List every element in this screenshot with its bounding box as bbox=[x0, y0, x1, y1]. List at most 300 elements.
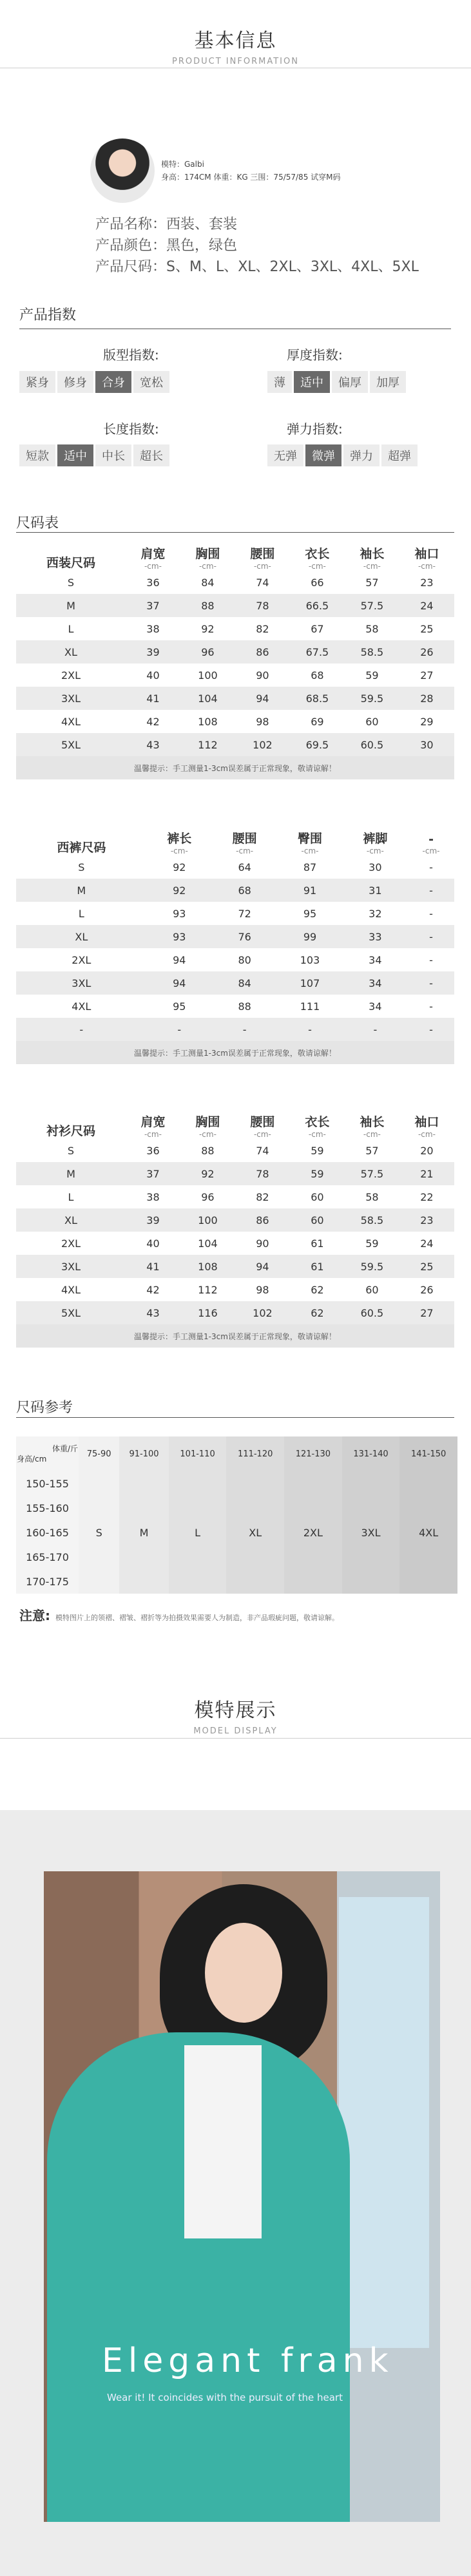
section-title-en: MODEL DISPLAY bbox=[193, 1726, 278, 1736]
table-cell: 57.5 bbox=[345, 594, 399, 617]
table-cell: 3XL bbox=[16, 971, 147, 995]
table-cell: 66.5 bbox=[290, 594, 345, 617]
table-cell: 69 bbox=[311, 715, 324, 728]
table-cell: 39 bbox=[126, 640, 180, 663]
table-cell: 26 bbox=[399, 640, 454, 663]
table-cell: - bbox=[429, 861, 433, 873]
unit-label: -cm- bbox=[301, 846, 319, 855]
table-cell: 96 bbox=[180, 640, 235, 663]
table-tip: 温馨提示：手工测量1-3cm误差属于正常现象，敬请谅解！ bbox=[16, 1041, 454, 1064]
ref-height: 170-175 bbox=[16, 1569, 79, 1594]
table-row bbox=[16, 640, 454, 663]
table-cell: 60.5 bbox=[345, 1301, 399, 1324]
table-cell: 59.5 bbox=[345, 687, 399, 710]
table-cell: 41 bbox=[126, 687, 180, 710]
index-option: 中长 bbox=[95, 444, 131, 466]
suit-size-table bbox=[16, 540, 454, 779]
table-header-cell: 胸围 -cm- bbox=[180, 540, 235, 571]
model-measurements: 身高：174CM 体重：KG 三围：75/57/85 试穿M码 bbox=[161, 173, 341, 182]
table-cell: 42 bbox=[146, 715, 160, 728]
table-cell: 82 bbox=[256, 1190, 269, 1203]
ref-size: XL bbox=[226, 1471, 284, 1594]
unit-label: -cm- bbox=[366, 846, 384, 855]
unit-label: -cm- bbox=[236, 846, 254, 855]
index-option: 加厚 bbox=[370, 371, 406, 393]
table-cell: 24 bbox=[420, 1237, 434, 1250]
table-cell: 36 bbox=[146, 1144, 160, 1157]
note-label: 注意: bbox=[19, 1608, 50, 1623]
table-row bbox=[16, 1018, 454, 1041]
ref-size: M bbox=[119, 1471, 168, 1594]
table-cell: 116 bbox=[180, 1301, 235, 1324]
table-cell: 60 bbox=[290, 1208, 345, 1232]
table-cell: 58.5 bbox=[345, 640, 399, 663]
table-cell: S bbox=[67, 1144, 75, 1157]
index-option: 薄 bbox=[267, 371, 292, 393]
index-option: 弹力 bbox=[343, 444, 380, 466]
unit-label: -cm- bbox=[253, 1130, 271, 1139]
table-cell: 100 bbox=[198, 669, 218, 682]
table-cell: S bbox=[78, 861, 85, 873]
ref-size: 4XL bbox=[399, 1471, 457, 1594]
table-row bbox=[16, 855, 454, 879]
table-cell: - bbox=[408, 925, 454, 948]
table-header-cell: 腰围 -cm- bbox=[235, 540, 290, 571]
table-header-cell: 袖口 -cm- bbox=[399, 540, 454, 571]
shirt-size-table bbox=[16, 1108, 454, 1348]
photo-window bbox=[339, 1897, 429, 2348]
table-row bbox=[16, 1232, 454, 1255]
table-cell: 30 bbox=[369, 861, 382, 873]
divider bbox=[16, 1417, 454, 1418]
ref-size: 3XL bbox=[342, 1471, 400, 1594]
table-cell: 39 bbox=[126, 1208, 180, 1232]
table-row bbox=[16, 971, 454, 995]
table-tip-row bbox=[16, 1041, 454, 1064]
table-cell: L bbox=[68, 1190, 74, 1203]
table-row bbox=[16, 925, 454, 948]
table-cell: - bbox=[212, 1018, 277, 1041]
table-tip-row bbox=[16, 1324, 454, 1348]
table-cell: 36 bbox=[146, 576, 160, 589]
table-cell: M bbox=[16, 879, 147, 902]
unit-label: -cm- bbox=[308, 562, 326, 571]
index-fit-options bbox=[19, 371, 171, 393]
table-cell: 29 bbox=[420, 715, 434, 728]
table-cell: 25 bbox=[399, 1255, 454, 1278]
model-avatar bbox=[90, 138, 155, 203]
table-cell: 61 bbox=[311, 1237, 324, 1250]
table-cell: 94 bbox=[173, 953, 186, 966]
divider bbox=[0, 1738, 471, 1739]
table-cell: 88 bbox=[238, 1000, 251, 1013]
table-cell: - bbox=[408, 1018, 454, 1041]
section-title-cn: 模特展示 bbox=[194, 1699, 277, 1722]
table-row bbox=[16, 1301, 454, 1324]
table-cell: 38 bbox=[146, 1190, 160, 1203]
table-header-cell: 袖长 -cm- bbox=[345, 540, 399, 571]
table-cell: - bbox=[147, 1018, 212, 1041]
model-name: 模特：Galbi bbox=[161, 160, 204, 169]
table-header-cell: 裤脚 -cm- bbox=[343, 825, 408, 855]
table-cell: 94 bbox=[235, 1255, 290, 1278]
table-row bbox=[16, 948, 454, 971]
section-title-en: PRODUCT INFORMATION bbox=[172, 57, 299, 66]
ref-header-row bbox=[16, 1436, 457, 1471]
table-cell: 37 bbox=[126, 594, 180, 617]
table-header-cell: 腰围 -cm- bbox=[235, 1108, 290, 1139]
table-cell: 68 bbox=[311, 669, 324, 682]
product-color: 产品颜色：黑色，绿色 bbox=[95, 238, 238, 254]
table-header-row bbox=[16, 1108, 454, 1139]
size-ref-title: 尺码参考 bbox=[16, 1400, 73, 1416]
table-row bbox=[16, 594, 454, 617]
table-header-cell: 衬衫尺码 bbox=[46, 1124, 95, 1138]
ref-size: S bbox=[79, 1471, 119, 1594]
ref-weight: 121-130 bbox=[284, 1436, 342, 1471]
table-cell: 103 bbox=[300, 953, 320, 966]
table-cell: XL bbox=[16, 640, 126, 663]
table-cell: 72 bbox=[238, 907, 251, 920]
photo-shirt bbox=[184, 2045, 262, 2238]
table-header-row bbox=[16, 540, 454, 571]
table-cell: L bbox=[78, 907, 84, 920]
table-cell: 30 bbox=[399, 733, 454, 756]
index-length-title: 长度指数: bbox=[103, 421, 159, 437]
table-header-cell: 衣长 -cm- bbox=[290, 1108, 345, 1139]
index-option: 超弹 bbox=[381, 444, 418, 466]
table-cell: - bbox=[429, 1000, 433, 1013]
table-cell: 20 bbox=[420, 1144, 434, 1157]
ref-height: 165-170 bbox=[16, 1545, 79, 1569]
table-cell: 3XL bbox=[16, 687, 126, 710]
index-option-selected: 适中 bbox=[294, 371, 330, 393]
table-cell: 67 bbox=[311, 622, 324, 635]
photo-headline: Elegant frank bbox=[102, 2342, 394, 2380]
table-cell: 60 bbox=[311, 1190, 324, 1203]
table-cell: M bbox=[16, 594, 126, 617]
model-photo-frame bbox=[0, 1810, 471, 2576]
table-cell: 62 bbox=[311, 1283, 324, 1296]
table-cell: 87 bbox=[303, 861, 317, 873]
table-cell: 108 bbox=[198, 715, 218, 728]
index-option: 短款 bbox=[19, 444, 55, 466]
size-reference-table bbox=[16, 1436, 457, 1594]
index-stretch-title: 弹力指数: bbox=[287, 421, 343, 437]
table-row bbox=[16, 1278, 454, 1301]
table-cell: 2XL bbox=[72, 953, 91, 966]
table-header-cell: 西装尺码 bbox=[46, 556, 95, 570]
table-cell: 43 bbox=[126, 1301, 180, 1324]
table-cell: 112 bbox=[180, 733, 235, 756]
table-cell: 104 bbox=[198, 1237, 218, 1250]
table-cell: 112 bbox=[198, 1283, 218, 1296]
table-cell: 86 bbox=[235, 1208, 290, 1232]
index-length-options bbox=[19, 444, 171, 466]
table-cell: 57 bbox=[365, 1144, 379, 1157]
table-header-cell: 肩宽 -cm- bbox=[126, 1108, 180, 1139]
table-row bbox=[16, 902, 454, 925]
table-header-cell: 西裤尺码 bbox=[57, 841, 106, 855]
table-cell: 27 bbox=[399, 1301, 454, 1324]
index-option: 无弹 bbox=[267, 444, 303, 466]
table-cell: - bbox=[429, 907, 433, 920]
table-cell: 88 bbox=[201, 1144, 215, 1157]
table-cell: 60 bbox=[365, 1283, 379, 1296]
note-text: 模特图片上的领褶、褶皱、褶折等为拍摄效果需要人为制造，非产品瑕疵问题，敬请谅解。 bbox=[55, 1614, 339, 1622]
table-cell: 38 bbox=[146, 622, 160, 635]
table-cell: 27 bbox=[420, 669, 434, 682]
index-thickness-title: 厚度指数: bbox=[287, 347, 343, 363]
table-cell: 99 bbox=[277, 925, 342, 948]
ref-weight: 131-140 bbox=[342, 1436, 400, 1471]
table-cell: 68.5 bbox=[290, 687, 345, 710]
model-info bbox=[90, 138, 341, 203]
product-size: 产品尺码：S、M、L、XL、2XL、3XL、4XL、5XL bbox=[95, 259, 419, 275]
table-cell: 2XL bbox=[61, 1237, 81, 1250]
table-cell: 90 bbox=[256, 1237, 269, 1250]
photo-subtext: Wear it! It coincides with the pursuit of the heart bbox=[107, 2392, 343, 2403]
index-fit-title: 版型指数: bbox=[103, 347, 159, 363]
index-option-selected: 合身 bbox=[95, 371, 131, 393]
table-cell: 43 bbox=[126, 733, 180, 756]
table-row bbox=[16, 995, 454, 1018]
ref-weight: 101-110 bbox=[169, 1436, 227, 1471]
section-title-cn: 基本信息 bbox=[194, 30, 277, 52]
table-header-cell: 肩宽 -cm- bbox=[126, 540, 180, 571]
table-cell: 74 bbox=[256, 576, 269, 589]
table-cell: 2XL bbox=[61, 669, 81, 682]
table-cell: 4XL bbox=[61, 1283, 81, 1296]
table-cell: 92 bbox=[180, 1162, 235, 1185]
table-cell: 107 bbox=[277, 971, 342, 995]
table-row bbox=[16, 733, 454, 756]
table-cell: 67.5 bbox=[290, 640, 345, 663]
table-cell: 59 bbox=[365, 1237, 379, 1250]
divider bbox=[16, 532, 454, 533]
table-row bbox=[16, 1139, 454, 1162]
table-cell: 84 bbox=[212, 971, 277, 995]
index-title: 产品指数 bbox=[19, 307, 77, 323]
table-cell: 100 bbox=[180, 1208, 235, 1232]
table-cell: XL bbox=[16, 1208, 126, 1232]
table-row bbox=[16, 617, 454, 640]
unit-label: -cm- bbox=[144, 1130, 162, 1139]
index-option-selected: 微弹 bbox=[305, 444, 341, 466]
ref-size: L bbox=[169, 1471, 227, 1594]
table-cell: M bbox=[16, 1162, 126, 1185]
table-row bbox=[16, 1185, 454, 1208]
table-cell: 84 bbox=[201, 576, 215, 589]
table-cell: - bbox=[277, 1018, 342, 1041]
table-cell: 40 bbox=[146, 1237, 160, 1250]
table-row bbox=[16, 663, 454, 687]
index-option: 紧身 bbox=[19, 371, 55, 393]
table-cell: 37 bbox=[126, 1162, 180, 1185]
table-cell: 57 bbox=[365, 576, 379, 589]
table-cell: 74 bbox=[256, 1144, 269, 1157]
table-cell: 59 bbox=[290, 1162, 345, 1185]
ref-size: 2XL bbox=[284, 1471, 342, 1594]
table-cell: 90 bbox=[256, 669, 269, 682]
table-cell: 76 bbox=[212, 925, 277, 948]
table-header-row bbox=[16, 825, 454, 855]
table-cell: 91 bbox=[277, 879, 342, 902]
index-thickness-options bbox=[267, 371, 408, 393]
table-header-cell: 衣长 -cm- bbox=[290, 540, 345, 571]
ref-weight: 91-100 bbox=[119, 1436, 168, 1471]
section-title-basic bbox=[0, 24, 471, 66]
table-cell: 102 bbox=[235, 733, 290, 756]
table-cell: 25 bbox=[420, 622, 434, 635]
table-header-cell: - -cm- bbox=[408, 825, 454, 855]
table-cell: 23 bbox=[399, 1208, 454, 1232]
table-cell: 42 bbox=[146, 1283, 160, 1296]
table-cell: - bbox=[16, 1018, 147, 1041]
table-cell: 69.5 bbox=[290, 733, 345, 756]
unit-label: -cm- bbox=[363, 562, 381, 571]
size-table-title: 尺码表 bbox=[16, 515, 59, 531]
table-row bbox=[16, 1208, 454, 1232]
table-header-cell: 腰围 -cm- bbox=[212, 825, 277, 855]
photo-face bbox=[205, 1923, 282, 2023]
table-header-cell: 袖长 -cm- bbox=[345, 1108, 399, 1139]
table-cell: 4XL bbox=[72, 1000, 91, 1013]
ref-weight: 141-150 bbox=[399, 1436, 457, 1471]
unit-label: -cm- bbox=[308, 1130, 326, 1139]
model-photo bbox=[44, 1871, 440, 2522]
pants-size-table bbox=[16, 825, 454, 1064]
table-cell: - bbox=[429, 953, 433, 966]
index-option-selected: 适中 bbox=[57, 444, 93, 466]
unit-label: -cm- bbox=[144, 562, 162, 571]
table-cell: 21 bbox=[399, 1162, 454, 1185]
table-header-cell: 臀围 -cm- bbox=[277, 825, 342, 855]
table-cell: 61 bbox=[290, 1255, 345, 1278]
table-cell: 26 bbox=[420, 1283, 434, 1296]
note bbox=[19, 1605, 339, 1624]
table-cell: 92 bbox=[147, 879, 212, 902]
table-cell: 58 bbox=[365, 622, 379, 635]
table-cell: 98 bbox=[256, 715, 269, 728]
table-cell: 58.5 bbox=[345, 1208, 399, 1232]
table-cell: XL bbox=[16, 925, 147, 948]
table-cell: 93 bbox=[147, 925, 212, 948]
table-row bbox=[16, 1255, 454, 1278]
ref-row bbox=[16, 1471, 457, 1496]
table-cell: - bbox=[408, 879, 454, 902]
index-option: 超长 bbox=[133, 444, 169, 466]
table-cell: 66 bbox=[311, 576, 324, 589]
table-cell: - bbox=[408, 971, 454, 995]
table-cell: 94 bbox=[147, 971, 212, 995]
table-cell: 41 bbox=[126, 1255, 180, 1278]
unit-label: -cm- bbox=[198, 1130, 216, 1139]
table-cell: 108 bbox=[180, 1255, 235, 1278]
table-cell: 62 bbox=[290, 1301, 345, 1324]
table-cell: 24 bbox=[399, 594, 454, 617]
product-name: 产品名称：西装、套装 bbox=[95, 216, 238, 233]
table-cell: 78 bbox=[235, 594, 290, 617]
table-cell: 78 bbox=[235, 1162, 290, 1185]
ref-height: 160-165 bbox=[16, 1520, 79, 1545]
table-cell: 60.5 bbox=[345, 733, 399, 756]
table-header-cell: 胸围 -cm- bbox=[180, 1108, 235, 1139]
unit-label: -cm- bbox=[418, 1130, 436, 1139]
table-row bbox=[16, 710, 454, 733]
table-cell: 33 bbox=[343, 925, 408, 948]
table-cell: 40 bbox=[146, 669, 160, 682]
unit-label: -cm- bbox=[418, 562, 436, 571]
table-cell: 82 bbox=[256, 622, 269, 635]
table-cell: 3XL bbox=[16, 1255, 126, 1278]
ref-height: 150-155 bbox=[16, 1471, 79, 1496]
unit-label: -cm- bbox=[253, 562, 271, 571]
table-cell: 34 bbox=[369, 953, 382, 966]
table-cell: 59 bbox=[311, 1144, 324, 1157]
table-header-cell: 袖口 -cm- bbox=[399, 1108, 454, 1139]
product-info bbox=[95, 214, 419, 278]
unit-label: -cm- bbox=[422, 846, 440, 855]
table-cell: 5XL bbox=[16, 1301, 126, 1324]
table-cell: 111 bbox=[300, 1000, 320, 1013]
ref-height: 155-160 bbox=[16, 1496, 79, 1520]
table-cell: 60 bbox=[365, 715, 379, 728]
table-cell: 92 bbox=[173, 861, 186, 873]
table-cell: 93 bbox=[173, 907, 186, 920]
table-cell: 4XL bbox=[61, 715, 81, 728]
table-tip: 温馨提示：手工测量1-3cm误差属于正常现象，敬请谅解！ bbox=[16, 1324, 454, 1348]
table-cell: 68 bbox=[212, 879, 277, 902]
table-cell: L bbox=[68, 622, 74, 635]
table-cell: 80 bbox=[238, 953, 251, 966]
table-cell: 104 bbox=[180, 687, 235, 710]
table-cell: 28 bbox=[399, 687, 454, 710]
table-cell: 88 bbox=[180, 594, 235, 617]
table-cell: 59 bbox=[365, 669, 379, 682]
table-row bbox=[16, 687, 454, 710]
table-cell: 32 bbox=[369, 907, 382, 920]
table-row bbox=[16, 879, 454, 902]
ref-weight: 75-90 bbox=[79, 1436, 119, 1471]
index-stretch-options bbox=[267, 444, 419, 466]
table-header-cell: 裤长 -cm- bbox=[147, 825, 212, 855]
table-cell: 102 bbox=[235, 1301, 290, 1324]
table-cell: 94 bbox=[235, 687, 290, 710]
unit-label: -cm- bbox=[198, 562, 216, 571]
table-cell: 95 bbox=[303, 907, 317, 920]
table-tip-row bbox=[16, 756, 454, 779]
table-cell: 5XL bbox=[16, 733, 126, 756]
ref-corner: 体重/斤 身高/cm bbox=[16, 1436, 79, 1471]
ref-weight: 111-120 bbox=[226, 1436, 284, 1471]
index-option: 修身 bbox=[57, 371, 93, 393]
table-cell: 86 bbox=[235, 640, 290, 663]
table-cell: 34 bbox=[343, 971, 408, 995]
table-cell: 31 bbox=[343, 879, 408, 902]
table-cell: 23 bbox=[420, 576, 434, 589]
table-cell: 98 bbox=[256, 1283, 269, 1296]
unit-label: -cm- bbox=[363, 1130, 381, 1139]
table-cell: 57.5 bbox=[345, 1162, 399, 1185]
table-row bbox=[16, 1162, 454, 1185]
section-title-display bbox=[0, 1694, 471, 1736]
table-cell: 96 bbox=[201, 1190, 215, 1203]
unit-label: -cm- bbox=[170, 846, 188, 855]
table-cell: - bbox=[343, 1018, 408, 1041]
table-cell: 95 bbox=[173, 1000, 186, 1013]
table-tip: 温馨提示：手工测量1-3cm误差属于正常现象，敬请谅解！ bbox=[16, 756, 454, 779]
